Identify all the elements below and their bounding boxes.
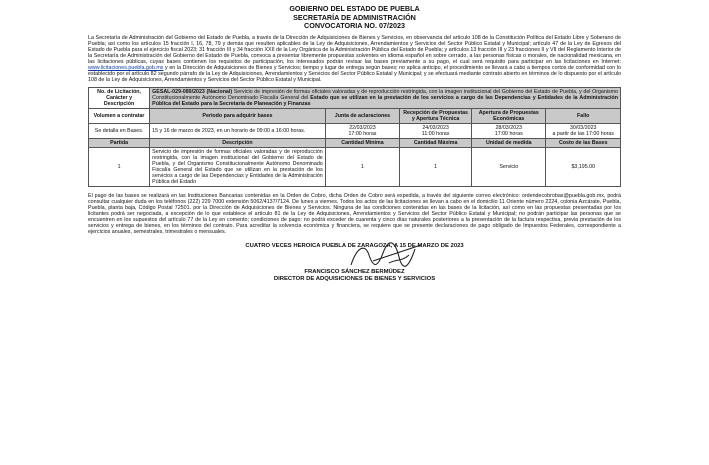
schedule-header-row xyxy=(89,109,621,124)
listing-desc-b: Estado que se utilizan en la prestación de los servicios a cargo de las Dependencias y Entidades de la Administración Pública del Estado xyxy=(152,95,618,108)
convocatoria-number: CONVOCATORIA NO. 07/2023 xyxy=(304,21,405,31)
listing-code: GESAL-029-089/2023 (Nacional) xyxy=(152,89,233,96)
apertura-time: 17:00 horas xyxy=(494,131,523,138)
secretariat-title: SECRETARÍA DE ADMINISTRACIÓN xyxy=(293,12,416,22)
listing-description xyxy=(150,88,621,109)
volume-value: Se detalla en Bases. xyxy=(89,124,150,139)
recepcion-value xyxy=(400,124,472,139)
costo-header: Costo de las Bases xyxy=(546,139,621,148)
period-value: 15 y 16 de marzo de 2023, en un horario de 09:00 a 16:00 horas. xyxy=(150,124,326,139)
footer-paragraph: El pago de las bases se realizará en las Instituciones Bancarias contenidas en la Orden de Cobro, dicha Orden de Cobro será expedida, a través del siguiente correo electrónico: ordendecobrobas@puebla.gob.mx, podrá consultar cualquier duda en los teléfonos (222) 229 7000 extensión 5062/4137/7124. De lunes a viernes. Todos los actos de las licitaciones se llevan a cabo en el domicilio 11 Oriente número 2224, colonia Azcárate, Puebla, Puebla, planta baja, Código Postal 72501. por la Dirección de Adquisiciones de Bienes y Servicios. Ninguna de las condiciones contenidas en las bases de la licitación, así como en las propuestas presentadas por los licitantes podrá ser negociada, a excepción de lo que establece el artículo 81 de la Ley de Adquisiciones, Arrendamientos y Servicios del Sector Público Estatal y Municipal; no podrán participar las personas que se encuentren en los supuestos del artículo 77 de la Ley en comento; condiciones de pago: no podrá exceder de cuarenta y cinco días naturales posteriores a la presentación de la factura respectiva, previa prestación de los servicios y entrega de bienes, en los términos del contrato. Para acreditar la solvencia económica y financiera, se requiere que se presente declaraciones de pago obligado de Impuestos Federales, correspondiente a ejercicios anuales, semestrales, trimestrales o mensuales. xyxy=(88,193,621,236)
licitacion-table xyxy=(88,87,621,187)
document-header xyxy=(88,0,621,31)
listing-row xyxy=(89,88,621,109)
recepcion-date: 24/03/2023 xyxy=(422,125,449,132)
item-partida: 1 xyxy=(89,148,150,187)
place-date: CUATRO VECES HEROICA PUEBLA DE ZARAGOZA, A 15 DE MARZO DE 2023 xyxy=(245,243,464,250)
item-unidad: Servicio xyxy=(472,148,546,187)
handwritten-signature xyxy=(343,235,433,275)
recepcion-time: 11:00 horas xyxy=(421,131,450,138)
listing-label: No. de Licitación, Carácter y Descripción xyxy=(89,88,150,109)
unidad-header: Unidad de medida xyxy=(472,139,546,148)
junta-date: 22/03/2023 xyxy=(349,125,376,132)
listing-desc-a: Servicio de impresión de formas oficiales valoradas y de reproducción restringida, con la imagen institucional del Gobierno del Estado de Puebla, y del Organismo Constitucionalmente Autónomo Denominado Fiscalía General del xyxy=(152,89,618,102)
junta-value xyxy=(325,124,399,139)
listing-desc-c: para la Secretaría de Planeación y Finanzas xyxy=(199,101,311,108)
intro-text-part2: y en la Dirección de Adquisiciones de Bienes y Servicios; tiempo y lugar de entrega según bases; no aplica anticipo, el procedimiento se llevará a cabo a tiempos cortos de conformidad con lo establecido por el artículo 82 segundo párrafo de la Ley de Adquisiciones, Arrendamientos y Servicios del Sector Público Estatal y Municipal; y se efectuará mediante contrato abierto en términos de lo dispuesto por el artículo 108 de la Ley de Adquisiciones, Arrendamientos y Servicios del Sector Público Estatal y Municipal. xyxy=(88,65,621,84)
schedule-value-row xyxy=(89,124,621,139)
apertura-header: Apertura de Propuestas Económicas xyxy=(472,109,546,124)
junta-header: Junta de aclaraciones xyxy=(325,109,399,124)
descripcion-header: Descripción xyxy=(150,139,326,148)
item-row xyxy=(89,148,621,187)
fallo-value xyxy=(546,124,621,139)
partida-header: Partida xyxy=(89,139,150,148)
item-costo: $3,195.00 xyxy=(546,148,621,187)
junta-time: 17:00 horas xyxy=(348,131,377,138)
item-min: 1 xyxy=(325,148,399,187)
licitaciones-link[interactable]: www.licitaciones.puebla.gob.mx xyxy=(88,65,164,72)
items-header-row xyxy=(89,139,621,148)
max-header: Cantidad Máxima xyxy=(400,139,472,148)
intro-text-part1: La Secretaría de Administración del Gobierno del Estado de Puebla, a través de la Dirección de Adquisiciones de Bienes y Servicios, en observancia del artículo 108 de la Constitución Política del Estado Libre y Soberano de Puebla; así como los artículos 15 fracción I, 16, 78, 79 y demás que resulten aplicables de la Ley de Adquisiciones, Arrendamientos y Servicios del Sector Público Estatal y Municipal; artículo 47 de la Ley de Egresos del Estado de Puebla para el ejercicio fiscal 2023; 31 fracción III y 34 fracción XXII de la Ley Orgánica de la Administración Pública del Estado de Puebla; y artículos 13 fracción III y 23 fracciones II y VII del Reglamento Interior de la Secretaría de Administración del Gobierno del Estado de Puebla, convoca a presentar libremente propuestas solventes en idioma español en sobre cerrado, a las personas físicas o morales, de nacionalidad mexicana, en las licitaciones públicas, cuyas bases contienen los requisitos de participación, los interesados podrán revisar las bases previamente a su pago, el cual será requisito para participar en las licitaciones en Internet: xyxy=(88,34,621,65)
volume-header: Volumen a contratar xyxy=(89,109,150,124)
intro-paragraph xyxy=(88,35,621,83)
fallo-time: a partir de las 17:00 horas xyxy=(552,131,615,138)
signature-block xyxy=(88,249,621,287)
recepcion-header: Recepción de Propuestas y Apertura Técnica xyxy=(400,109,472,124)
period-header: Periodo para adquirir bases xyxy=(150,109,326,124)
item-description: Servicio de impresión de formas oficiales valoradas y de reproducción restringida, con la imagen institucional del Gobierno del Estado de Puebla, y del Organismo Constitucionalmente Autónomo Denominado Fiscalía General del Estado que se utilizan en la prestación de los servicios a cargo de las Dependencias y Entidades de la Administración Pública del Estado xyxy=(150,148,326,187)
min-header: Cantidad Mínima xyxy=(325,139,399,148)
signer-title: DIRECTOR DE ADQUISICIONES DE BIENES Y SERVICIOS xyxy=(273,276,436,283)
fallo-header: Fallo xyxy=(546,109,621,124)
government-title: GOBIERNO DEL ESTADO DE PUEBLA xyxy=(289,4,420,13)
signer-name: FRANCISCO SÁNCHEZ BERMÚDEZ xyxy=(304,269,405,276)
apertura-value xyxy=(472,124,546,139)
apertura-date: 28/03/2023 xyxy=(495,125,522,132)
fallo-date: 30/03/2023 xyxy=(569,125,597,132)
item-max: 1 xyxy=(400,148,472,187)
